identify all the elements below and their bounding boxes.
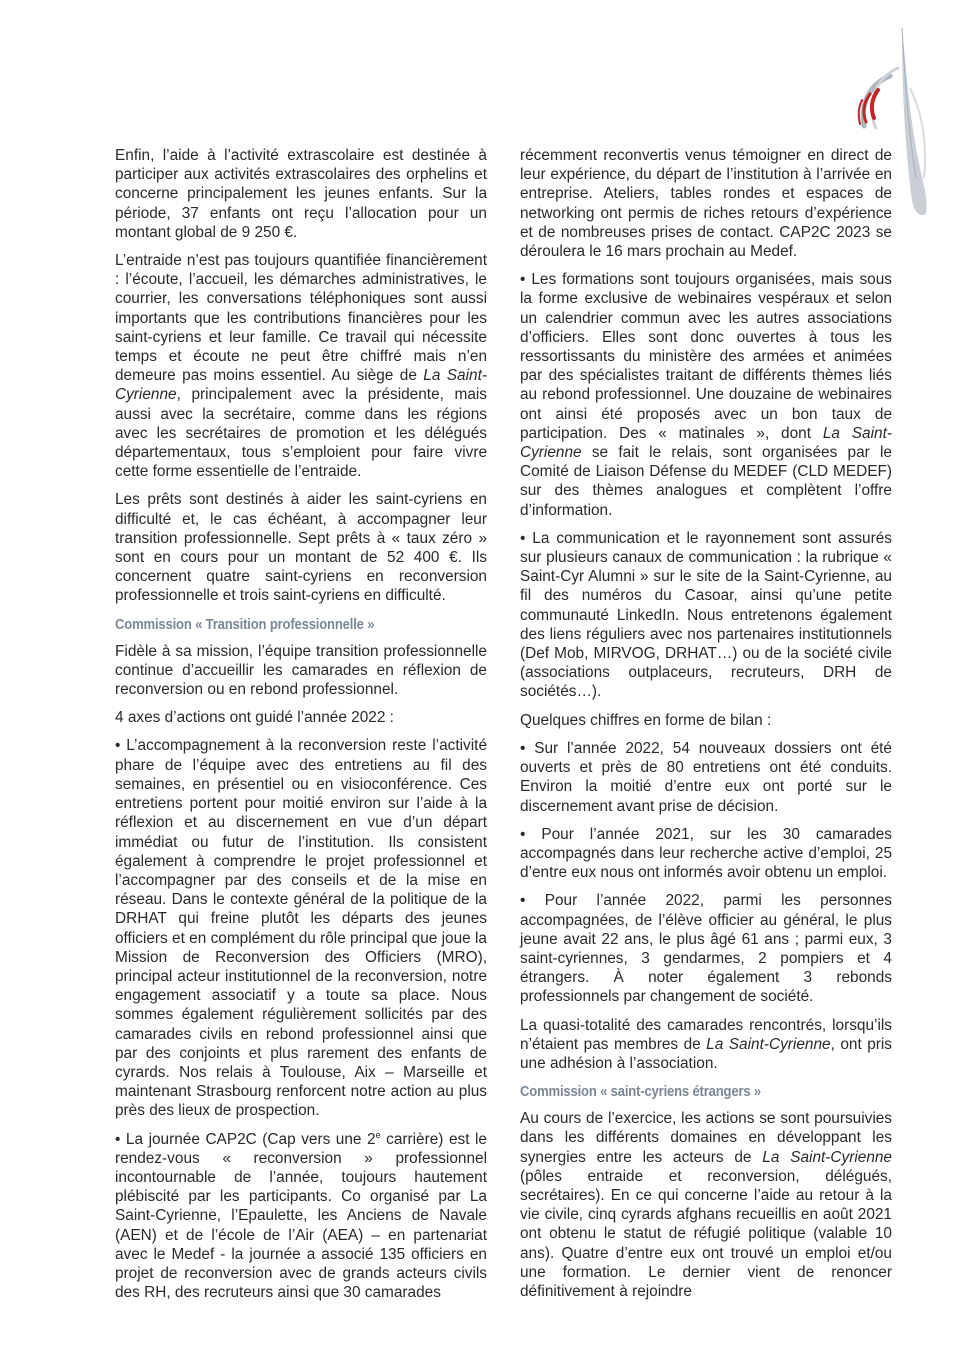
bullet-emploi-2021: • Pour l’année 2021, sur les 30 camarades accompagnés dans leur recherche active d’emploi, 25 d’entre eux nous ont informés avoir obtenu un emploi. — [520, 825, 892, 882]
paragraph-etrangers: Au cours de l’exercice, les actions se sont poursuivies dans les différents domaines en développant les synergies entre les acteurs de La Saint-Cyrienne (pôles entraide et reconversion, délégués, secrétaires). En ce qui concerne l’aide au retour à la vie civile, cinq cyrards afghans recueillis en août 2021 ont obtenu le statut de réfugié politique (valable 10 ans). Quatre d’entre eux ont trouvé un emploi et/ou une formation. Le dernier vient de renoncer définitivement à rejoindre — [520, 1110, 892, 1300]
sabre-blade — [902, 28, 927, 215]
bullet-formations: • Les formations sont toujours organisées, mais sous la forme exclusive de webinaires vespéraux et selon un calendrier commun avec les autres associations d’officiers. Elles sont donc ouvertes à tous les ressortissants du ministère des armées et animées par des spécialistes traitant de différents thèmes liés au rebond professionnel. Une douzaine de webinaires ont ainsi été proposés avec un bon taux de participation. Des « matinales », dont La Saint-Cyrienne se fait le relais, sont organisées par le Comité de Liaison Défense du MEDEF (CLD MEDEF) sur des thèmes analogues et complètent l’offre d’information. — [520, 271, 892, 519]
paragraph-entraide: L’entraide n’est pas toujours quantifiée financièrement : l’écoute, l’accueil, les démarches administratives, le courrier, les conversations téléphoniques sont aussi importants que les contributions financières pour les saint-cyriens et leur famille. Ce travail qui nécessite temps et écoute ne peut être chiffré mais n’en demeure pas moins essentiel. Au siège de La Saint-Cyrienne, principalement avec la présidente, mais aussi avec la secrétaire, comme dans les régions avec les secrétaires de promotion et les délégués départementaux, tous s’emploient pour faire vivre cette forme essentielle de l’entraide. — [115, 252, 487, 481]
paragraph-extrascolaire: Enfin, l’aide à l’activité extrascolaire est destinée à participer aux activités extrascolaires des orphelins et concerne principalement les jeunes enfants. Sur la période, 37 enfants ont reçu l’allocation pour un montant global de 9 250 €. — [115, 147, 487, 241]
paragraph-cap2c-continued: récemment reconvertis venus témoigner en direct de leur expérience, du départ de l’institution à l’arrivée en entreprise. Ateliers, tables rondes et espaces de networking ont permis de riches retours d’expérience et de nombreuses prises de contact. CAP2C 2023 se déroulera le 16 mars prochain au Medef. — [520, 147, 892, 261]
paragraph-prets: Les prêts sont destinés à aider les saint-cyriens en difficulté et, le cas échéant, à accompagner leur transition professionnelle. Sept prêts à « taux zéro » sont en cours pour un montant de 52 400 €. Ils concernent quatre saint-cyriens en reconversion professionnelle et trois saint-cyriens en difficulté. — [115, 491, 487, 605]
left-column — [115, 146, 487, 1311]
paragraph-adhesion: La quasi-totalité des camarades rencontrés, lorsqu’ils n’étaient pas membres de La Saint-Cyrienne, ont pris une adhésion à l’association. — [520, 1016, 892, 1072]
paragraph-chiffres-intro: Quelques chiffres en forme de bilan : — [520, 711, 772, 729]
bullet-profils-2022: • Pour l’année 2022, parmi les personnes accompagnées, de l’élève officier au général, le plus jeune avait 22 ans, le plus âgé 61 ans ; parmi eux, 3 saint-cyriennes, 3 gendarmes, 2 pompiers et 4 étrangers. À noter également 3 rebonds professionnels par changement de société. — [520, 892, 892, 1006]
section-heading-etrangers: Commission « saint-cyriens étrangers » — [520, 1083, 762, 1101]
bullet-accompagnement: • L’accompagnement à la reconversion reste l’activité phare de l’équipe avec des entretiens au fil des semaines, en présentiel ou en visioconférence. Ces entretiens portent pour moitié environ sur l’aide à la réflexion et au discernement en vue d’un départ immédiat ou futur de l’institution. Ils consistent également à comprendre le projet professionnel et l’accompagner par des conseils et de la mise en réseau. Dans le contexte général de la politique de la DRHAT qui freine plutôt les départs des jeunes officiers et en complément du rôle principal que joue la Mission de Reconversion des Officiers (MRO), principal acteur institutionnel de la reconversion, notre engagement associatif y a toute sa place. Nous sommes également régulièrement sollicités par des camarades civils en rebond professionnel ainsi que par des conjoints et plus rarement des enfants de cyrards. Nos relais à Toulouse, Aix – Marseille et maintenant Strasbourg renforcent notre action au plus près des lieux de prospection. — [115, 737, 487, 1120]
paragraph-mission: Fidèle à sa mission, l’équipe transition professionnelle continue d’accueillir les camarades en réflexion de reconversion ou en rebond professionnel. — [115, 642, 487, 699]
section-heading-transition: Commission « Transition professionnelle » — [115, 615, 375, 633]
bullet-dossiers-2022: • Sur l’année 2022, 54 nouveaux dossiers ont été ouverts et près de 80 entretiens ont été conduits. Environ la moitié d’entre eux ont porté sur le discernement avant prise de décision. — [520, 739, 892, 815]
paragraph-axes: 4 axes d’actions ont guidé l’année 2022 : — [115, 709, 394, 727]
bullet-cap2c: • La journée CAP2C (Cap vers une 2e carrière) est le rendez-vous « reconversion » professionnel incontournable de l’année, toujours hautement plébiscité par les participants. Co organisé par La Saint-Cyrienne, l’Epaulette, les Anciens de Navale (AEN) et de l’école de l’Air (AEA) – en partenariat avec le Medef - la journée a associé 135 officiers en projet de reconversion avec de grands acteurs civils des RH, des recruteurs ainsi que 30 camarades — [115, 1129, 487, 1302]
bullet-communication: • La communication et le rayonnement sont assurés sur plusieurs canaux de communication : la rubrique « Saint-Cyr Alumni » sur le site de la Saint-Cyrienne, au fil des numéros du Casoar, ainsi qu’une petite communauté LinkedIn. Nous entretenons également des liens réguliers avec nos partenaires institutionnels (Def Mob, MIRVOG, DRHAT…) ou de la société civile (associations outplaceurs, recruteurs, DRH de sociétés…). — [520, 529, 892, 701]
right-column — [520, 146, 892, 1310]
